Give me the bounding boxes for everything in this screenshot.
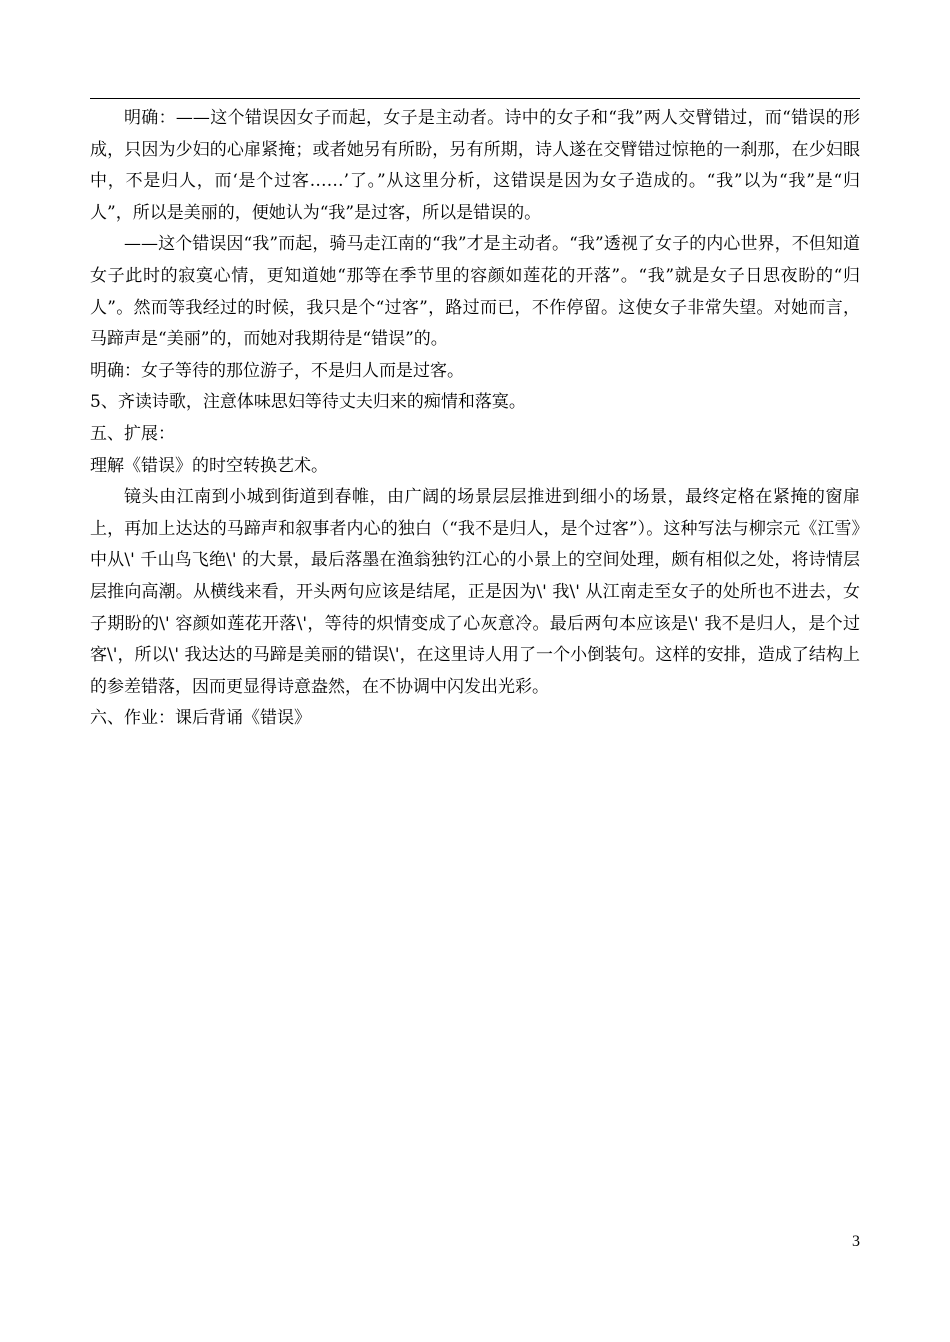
header-rule xyxy=(90,98,860,99)
section-heading-extension: 五、扩展： xyxy=(90,423,175,444)
paragraph-topic: 理解《错误》的时空转换艺术。 xyxy=(90,455,328,476)
paragraph-clarification-1: 明确：——这个错误因女子而起，女子是主动者。诗中的女子和“我”两人交臂错过，而“错误的形成，只因为少妇的心扉紧掩；或者她另有所盼，另有所期，诗人遂在交臂错过惊艳的一刹那，在少妇眼中，不是归人，而‘是个过客……’了。”从这里分析，这错误是因为女子造成的。“我”以为“我”是“归人”，所以是美丽的，便她认为“我”是过客，所以是错误的。 xyxy=(90,108,860,223)
paragraph-conclusion: 明确：女子等待的那位游子，不是归人而是过客。 xyxy=(90,360,464,381)
section-heading-homework: 六、作业：课后背诵《错误》 xyxy=(90,708,311,729)
paragraph-analysis: 镜头由江南到小城到街道到春帷，由广阔的场景层层推进到细小的场景，最终定格在紧掩的窗扉上，再加上达达的马蹄声和叙事者内心的独白（“我不是归人，是个过客”）。这种写法与柳宗元《江雪》中从\' 千山鸟飞绝\' 的大景，最后落墨在渔翁独钓江心的小景上的空间处理，颇有相似之处，将诗情层层推向高潮。从横线来看，开头两句应该是结尾，正是因为\' 我\' 从江南走至女子的处所也不进去，女子期盼的\' 容颜如莲花开落\'，等待的炽情变成了心灰意冷。最后两句本应该是\' 我不是归人，是个过客\'，所以\' 我达达的马蹄是美丽的错误\'，在这里诗人用了一个小倒装句。这样的安排，造成了结构上的参差错落，因而更显得诗意盎然，在不协调中闪发出光彩。 xyxy=(90,487,860,697)
document-body xyxy=(90,103,860,735)
paragraph-clarification-2: ——这个错误因“我”而起，骑马走江南的“我”才是主动者。“我”透视了女子的内心世界，不但知道女子此时的寂寞心情，更知道她“那等在季节里的容颜如莲花的开落”。“我”就是女子日思夜盼的“归人”。然而等我经过的时候，我只是个“过客”，路过而已，不作停留。这使女子非常失望。对她而言，马蹄声是“美丽”的，而她对我期待是“错误”的。 xyxy=(90,234,860,350)
page-number: 3 xyxy=(852,1233,860,1250)
paragraph-step-5: 5、齐读诗歌，注意体味思妇等待丈夫归来的痴情和落寞。 xyxy=(90,392,526,413)
